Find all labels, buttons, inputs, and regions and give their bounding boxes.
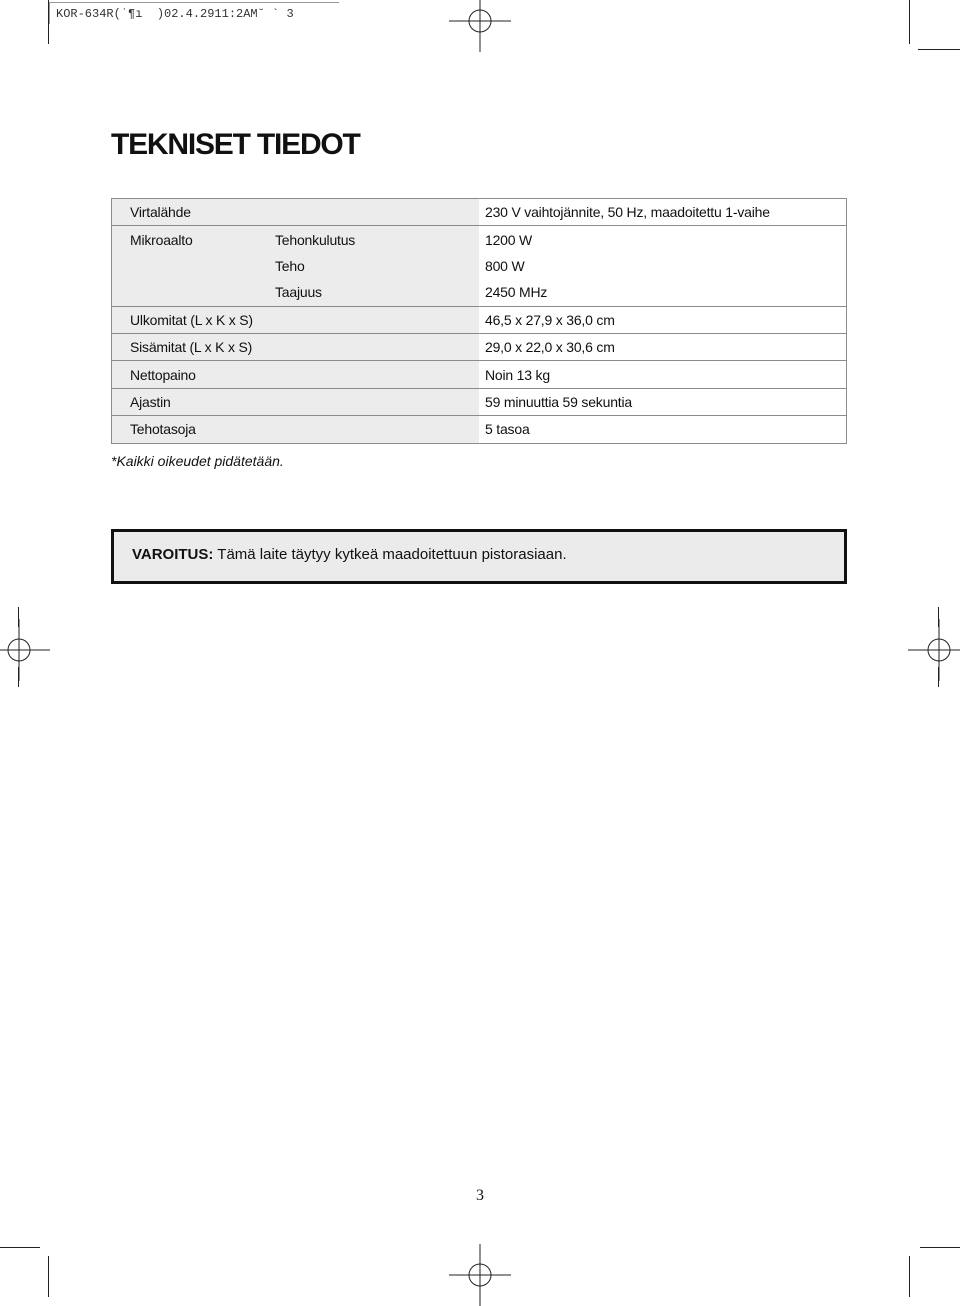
spec-sublabel — [257, 333, 479, 360]
spec-label: Ulkomitat (L x K x S) — [112, 306, 258, 333]
crop-mark — [18, 607, 19, 627]
crop-mark — [48, 1256, 49, 1297]
warning-text: Tämä laite täytyy kytkeä maadoitettuun pistorasiaan. — [213, 546, 567, 563]
table-row — [112, 199, 847, 226]
spec-label: Virtalähde — [112, 199, 258, 226]
spec-label — [112, 279, 258, 306]
crop-mark — [18, 667, 19, 687]
table-row — [112, 253, 847, 279]
spec-sublabel: Taajuus — [257, 279, 479, 306]
spec-value: 230 V vaihtojännite, 50 Hz, maadoitettu 1-vaihe — [479, 199, 847, 226]
spec-label: Sisämitat (L x K x S) — [112, 333, 258, 360]
spec-label: Ajastin — [112, 388, 258, 415]
rights-note: *Kaikki oikeudet pidätetään. — [111, 453, 284, 469]
crop-mark — [918, 49, 960, 50]
spec-value: 1200 W — [479, 226, 847, 253]
table-row — [112, 333, 847, 360]
table-row — [112, 279, 847, 306]
crop-mark — [938, 667, 939, 687]
table-row — [112, 226, 847, 253]
spec-sublabel — [257, 361, 479, 388]
spec-value: 59 minuuttia 59 sekuntia — [479, 388, 847, 415]
registration-mark-top — [449, 0, 511, 52]
crop-mark — [909, 0, 910, 44]
table-row — [112, 416, 847, 443]
spec-sublabel: Tehonkulutus — [257, 226, 479, 253]
crop-mark — [909, 1256, 910, 1297]
page-title: TEKNISET TIEDOT — [111, 128, 360, 161]
spec-sublabel — [257, 199, 479, 226]
spec-label: Nettopaino — [112, 361, 258, 388]
spec-value: 46,5 x 27,9 x 36,0 cm — [479, 306, 847, 333]
warning-content — [114, 532, 844, 581]
crop-mark — [938, 607, 939, 627]
spec-value: 5 tasoa — [479, 416, 847, 443]
spec-label — [112, 253, 258, 279]
spec-value: Noin 13 kg — [479, 361, 847, 388]
spec-sublabel — [257, 306, 479, 333]
spec-table — [111, 198, 847, 444]
table-row — [112, 361, 847, 388]
warning-label: VAROITUS: — [132, 546, 214, 563]
table-row — [112, 388, 847, 415]
crop-mark — [920, 1247, 960, 1248]
table-row — [112, 306, 847, 333]
spec-sublabel: Teho — [257, 253, 479, 279]
spec-value: 2450 MHz — [479, 279, 847, 306]
warning-box — [111, 529, 847, 584]
print-slug: KOR-634R(˙¶ı )02.4.2911:2AM˘ ` 3 — [49, 2, 339, 24]
registration-mark-left — [0, 619, 50, 681]
spec-label: Tehotasoja — [112, 416, 258, 443]
spec-sublabel — [257, 416, 479, 443]
spec-value: 29,0 x 22,0 x 30,6 cm — [479, 333, 847, 360]
registration-mark-right — [908, 619, 960, 681]
spec-label: Mikroaalto — [112, 226, 258, 253]
crop-mark — [0, 1247, 40, 1248]
spec-sublabel — [257, 388, 479, 415]
crop-mark — [48, 0, 49, 44]
spec-value: 800 W — [479, 253, 847, 279]
page-number: 3 — [476, 1187, 484, 1204]
